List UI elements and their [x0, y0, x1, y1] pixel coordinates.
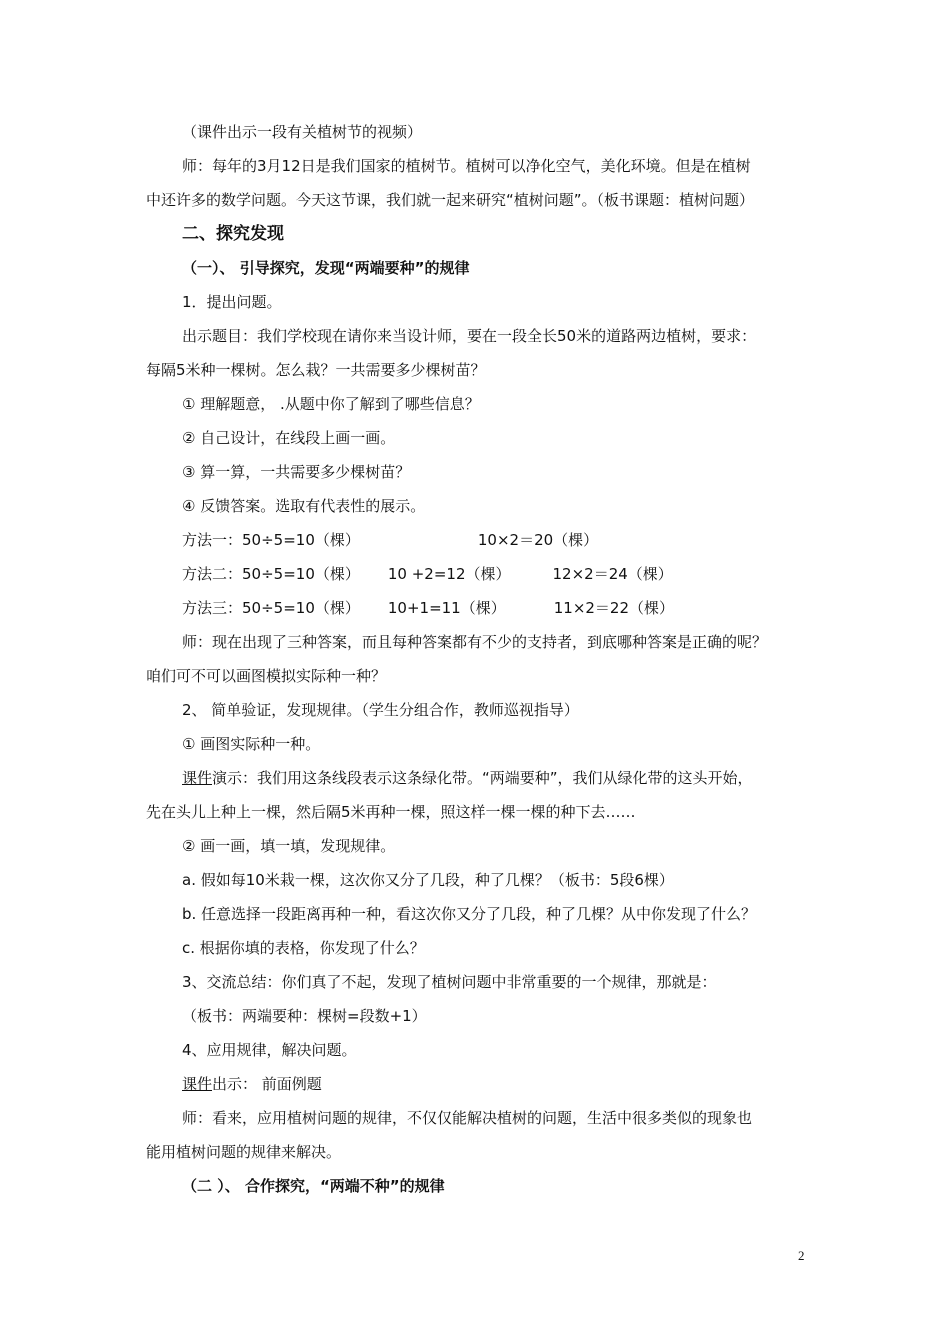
- section-heading: 二、探究发现: [182, 224, 284, 244]
- paragraph-video-note: （课件出示一段有关植树节的视频）: [182, 123, 423, 141]
- method-step: 50÷5=10（棵）: [242, 565, 360, 583]
- page-number: 2: [798, 1248, 805, 1263]
- item-c: c. 根据你填的表格，你发现了什么？: [182, 939, 425, 957]
- list-item-3: ③ 算一算，一共需要多少棵树苗？: [182, 463, 411, 481]
- sub-step-1: ① 画图实际种一种。: [182, 735, 321, 753]
- step-4: 4、应用规律，解决问题。: [182, 1041, 357, 1059]
- method-1: [146, 530, 818, 564]
- method-label: 方法三：: [182, 599, 243, 617]
- problem-statement-cont: 每隔5米种一棵树。怎么栽？一共需要多少棵树苗？: [146, 361, 486, 379]
- method-step: 10+1=11（棵）: [387, 599, 506, 617]
- list-item-1: ① 理解题意， .从题中你了解到了哪些信息？: [182, 395, 480, 413]
- teacher-question-cont: 咱们可不可以画图模拟实际种一种？: [146, 667, 387, 685]
- method-step: 10 +2=12（棵）: [387, 565, 511, 583]
- method-step: 10×2＝20（棵）: [477, 531, 599, 549]
- method-label: 方法二：: [182, 565, 243, 583]
- list-item-4: ④ 反馈答案。选取有代表性的展示。: [182, 497, 426, 515]
- paragraph-intro-cont: 中还许多的数学问题。今天这节课，我们就一起来研究“植树问题”。（板书课题：植树问题）: [146, 191, 755, 209]
- step-2: 2、 简单验证，发现规律。（学生分组合作，教师巡视指导）: [182, 701, 579, 719]
- method-step: 12×2＝24（棵）: [552, 565, 673, 583]
- teacher-conclusion-cont: 能用植树问题的规律来解决。: [146, 1143, 342, 1161]
- page-content: [146, 122, 818, 1210]
- item-b: b. 任意选择一段距离再种一种，看这次你又分了几段，种了几棵？从中你发现了什么？: [182, 905, 757, 923]
- method-step: 11×2＝22（棵）: [553, 599, 675, 617]
- problem-statement: 出示题目：我们学校现在请你来当设计师，要在一段全长50米的道路两边植树，要求：: [182, 327, 757, 345]
- paragraph-intro: 师：每年的3月12日是我们国家的植树节。植树可以净化空气，美化环境。但是在植树: [182, 157, 751, 175]
- step-3: 3、交流总结：你们真了不起，发现了植树问题中非常重要的一个规律，那就是：: [182, 973, 717, 991]
- method-label: 方法一：: [182, 531, 243, 549]
- method-2: [146, 564, 818, 598]
- step-1: 1．提出问题。: [182, 293, 282, 311]
- item-a: a. 假如每10米栽一棵，这次你又分了几段，种了几棵？（板书：5段6棵）: [182, 871, 674, 889]
- courseware-demo-cont: 先在头儿上种上一棵，然后隔5米再种一棵，照这样一棵一棵的种下去……: [146, 803, 636, 821]
- teacher-question: 师：现在出现了三种答案，而且每种答案都有不少的支持者，到底哪种答案是正确的呢？: [182, 633, 768, 651]
- list-item-2: ② 自己设计，在线段上画一画。: [182, 429, 396, 447]
- courseware-show-text: 出示： 前面例题: [212, 1075, 322, 1093]
- method-step: 50÷5=10（棵）: [242, 599, 360, 617]
- sub-step-2: ② 画一画，填一填，发现规律。: [182, 837, 396, 855]
- subsection-heading-2: （二 ）、 合作探究，“两端不种”的规律: [182, 1177, 445, 1195]
- courseware-underlined: 课件: [182, 769, 213, 787]
- method-step: 50÷5=10（棵）: [242, 531, 360, 549]
- board-note: （板书：两端要种：棵树=段数+1）: [182, 1007, 427, 1025]
- courseware-demo: [146, 768, 818, 802]
- method-3: [146, 598, 818, 632]
- courseware-underlined: 课件: [182, 1075, 213, 1093]
- courseware-show: [146, 1074, 818, 1108]
- courseware-demo-text: 演示：我们用这条线段表示这条绿化带。“两端要种”，我们从绿化带的这头开始，: [212, 769, 753, 787]
- subsection-heading-1: （一）、 引导探究，发现“两端要种”的规律: [182, 259, 470, 277]
- teacher-conclusion: 师：看来，应用植树问题的规律，不仅仅能解决植树的问题，生活中很多类似的现象也: [182, 1109, 753, 1127]
